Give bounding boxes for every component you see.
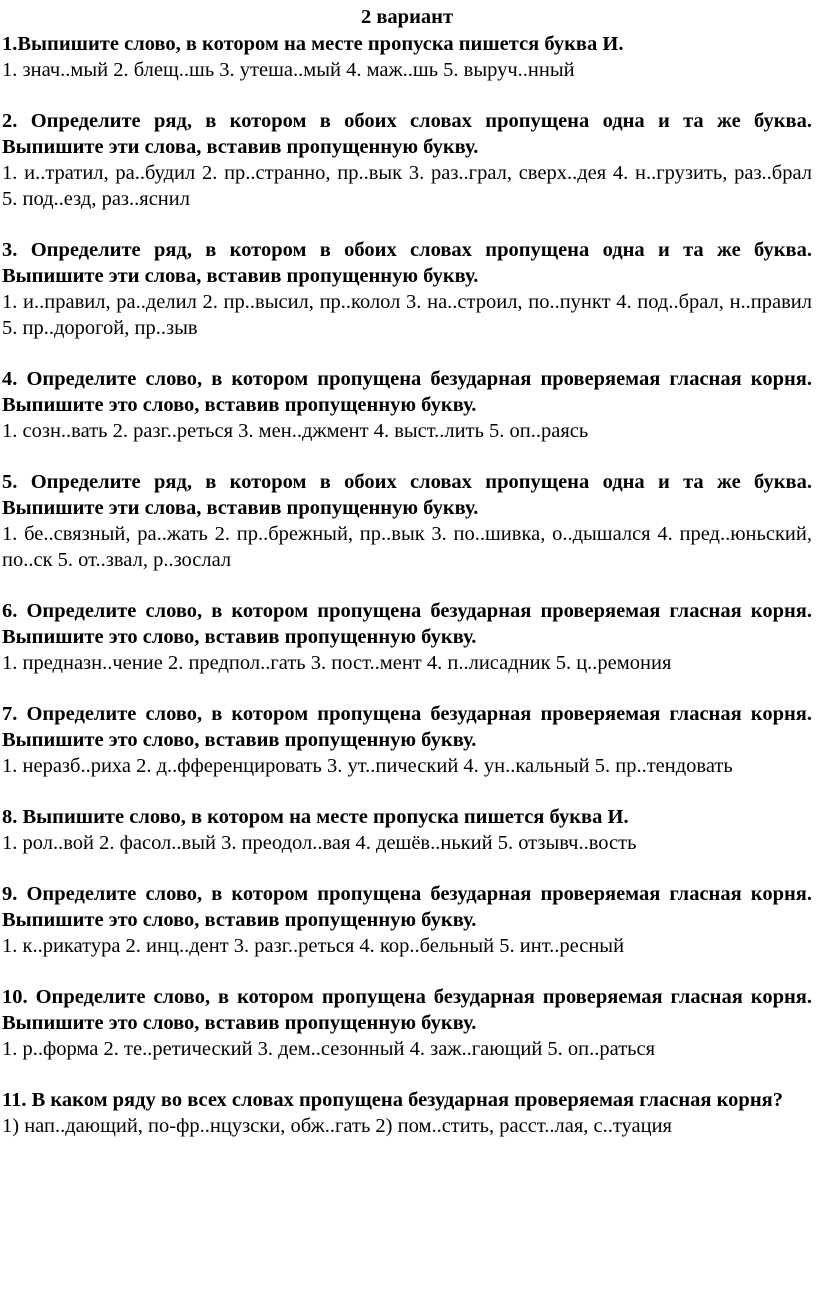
task-10 [2,984,812,1062]
task-6 [2,598,812,676]
task-question: 11. В каком ряду во всех словах пропущена безударная проверяемая гласная корня? [2,1089,783,1111]
task-options: 1. и..правил, ра..делил 2. пр..высил, пр..колол 3. на..строил, по..пункт 4. под..брал, н..правил 5. пр..дорогой, пр..зыв [2,291,812,339]
task-8 [2,804,812,856]
task-question: 5. Определите ряд, в котором в обоих словах пропущена одна и та же буква. Выпишите эти слова, вставив пропущенную букву. [2,471,812,519]
task-9 [2,881,812,959]
task-3 [2,237,812,341]
task-7 [2,701,812,779]
task-question: 4. Определите слово, в котором пропущена безударная проверяемая гласная корня. Выпишите это слово, вставив пропущенную букву. [2,368,812,416]
task-question: 1.Выпишите слово, в котором на месте пропуска пишется буква И. [2,33,624,55]
task-options: 1. предназн..чение 2. предпол..гать 3. пост..мент 4. п..лисадник 5. ц..ремония [2,652,672,674]
task-question: 7. Определите слово, в котором пропущена безударная проверяемая гласная корня. Выпишите это слово, вставив пропущенную букву. [2,703,812,751]
task-options: 1. и..тратил, ра..будил 2. пр..странно, пр..вык 3. раз..грал, сверх..дея 4. н..грузить, раз..брал 5. под..езд, раз..яснил [2,162,812,210]
task-1 [2,31,812,83]
task-question: 6. Определите слово, в котором пропущена безударная проверяемая гласная корня. Выпишите это слово, вставив пропущенную букву. [2,600,812,648]
task-options: 1. знач..мый 2. блещ..шь 3. утеша..мый 4. маж..шь 5. выруч..нный [2,59,575,81]
task-5 [2,469,812,573]
task-question: 3. Определите ряд, в котором в обоих словах пропущена одна и та же буква. Выпишите эти слова, вставив пропущенную букву. [2,239,812,287]
task-options: 1. созн..вать 2. разг..реться 3. мен..джмент 4. выст..лить 5. оп..раясь [2,420,589,442]
task-options: 1) нап..дающий, по-фр..нцузски, обж..гать 2) пом..стить, расст..лая, с..туация [2,1115,672,1137]
document-title: 2 вариант [360,6,454,28]
task-options: 1. неразб..риха 2. д..фференцировать 3. ут..пический 4. ун..кальный 5. пр..тендовать [2,755,733,777]
task-11 [2,1087,812,1139]
task-4 [2,366,812,444]
task-question: 8. Выпишите слово, в котором на месте пропуска пишется буква И. [2,806,629,828]
task-question: 9. Определите слово, в котором пропущена безударная проверяемая гласная корня. Выпишите это слово, вставив пропущенную букву. [2,883,812,931]
task-options: 1. р..форма 2. те..ретический 3. дем..сезонный 4. заж..гающий 5. оп..раться [2,1038,656,1060]
task-options: 1. бе..связный, ра..жать 2. пр..брежный, пр..вык 3. по..шивка, о..дышался 4. пред..юньский, по..ск 5. от..звал, р..зослал [2,523,812,571]
task-options: 1. рол..вой 2. фасол..вый 3. преодол..вая 4. дешёв..нький 5. отзывч..вость [2,832,637,854]
task-question: 10. Определите слово, в котором пропущена безударная проверяемая гласная корня. Выпишите это слово, вставив пропущенную букву. [2,986,812,1034]
task-question: 2. Определите ряд, в котором в обоих словах пропущена одна и та же буква. Выпишите эти слова, вставив пропущенную букву. [2,110,812,158]
task-options: 1. к..рикатура 2. инц..дент 3. разг..реться 4. кор..бельный 5. инт..ресный [2,935,625,957]
task-2 [2,108,812,212]
